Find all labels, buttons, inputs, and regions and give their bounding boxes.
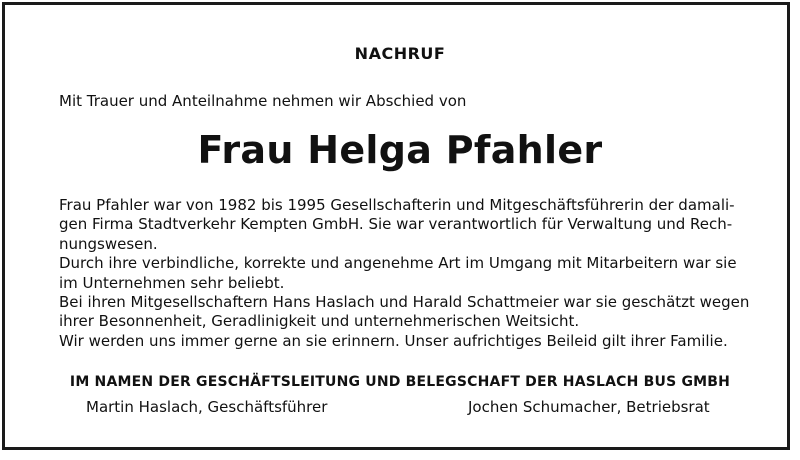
- body-line: ihrer Besonnenheit, Geradlinigkeit und unternehmerischen Weitsicht.: [59, 312, 580, 331]
- body-line: Durch ihre verbindliche, korrekte und angenehme Art im Umgang mit Mitarbeitern war sie: [59, 254, 737, 273]
- company-line: IM NAMEN DER GESCHÄFTSLEITUNG UND BELEGSCHAFT DER HASLACH BUS GMBH: [69, 374, 731, 390]
- notice-heading: NACHRUF: [354, 44, 446, 63]
- body-text: [59, 196, 759, 351]
- body-line: gen Firma Stadtverkehr Kempten GmbH. Sie war verantwortlich für Verwaltung und Rech-: [59, 215, 733, 234]
- intro-text: Mit Trauer und Anteilnahme nehmen wir Abschied von: [59, 92, 467, 110]
- body-line: nungswesen.: [59, 234, 158, 253]
- signature-right: Jochen Schumacher, Betriebsrat: [468, 398, 710, 416]
- body-line: Bei ihren Mitgesellschaftern Hans Haslach und Harald Schattmeier war sie geschätzt wegen: [59, 293, 750, 312]
- deceased-name: Frau Helga Pfahler: [197, 128, 603, 172]
- body-line: Frau Pfahler war von 1982 bis 1995 Gesellschafterin und Mitgeschäftsführerin der damali-: [59, 196, 735, 214]
- body-line: im Unternehmen sehr beliebt.: [59, 273, 285, 292]
- body-line: Wir werden uns immer gerne an sie erinnern. Unser aufrichtiges Beileid gilt ihrer Familie.: [59, 331, 728, 350]
- signature-left: Martin Haslach, Geschäftsführer: [86, 398, 328, 416]
